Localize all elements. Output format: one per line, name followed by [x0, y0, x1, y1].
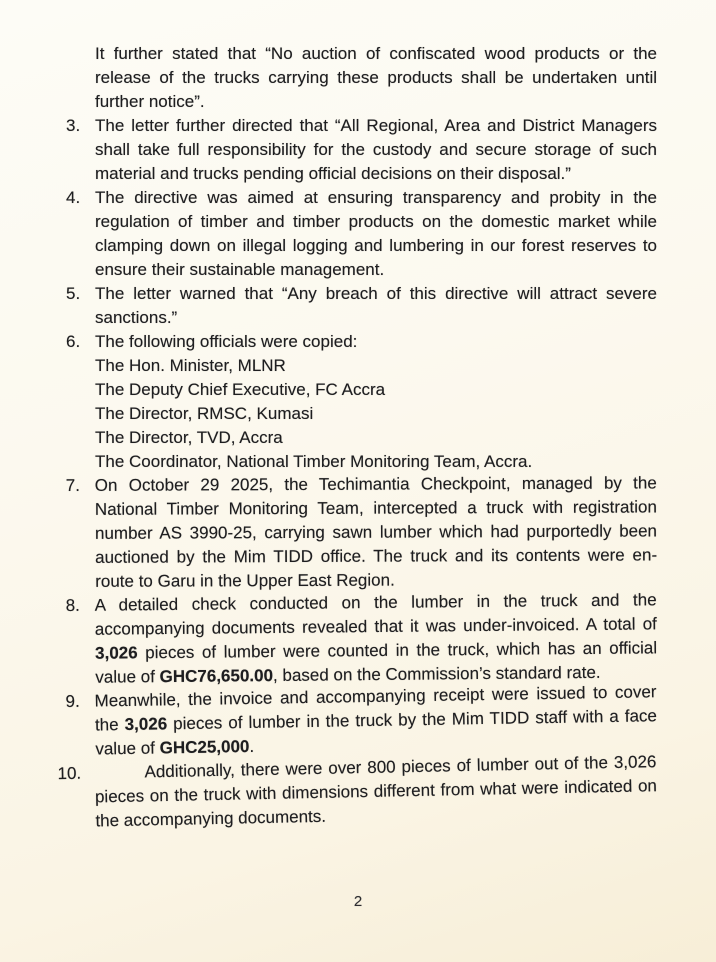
- bold-text: GHC76,650.00: [159, 666, 274, 687]
- list-item: [65, 680, 657, 762]
- text-segment: The letter further directed that “All Regional, Area and District Managers shall take full responsibility for the custody and secure storage of such material and trucks pending official decisions on their disposal.”: [95, 116, 657, 183]
- item-number: 8.: [65, 595, 80, 616]
- item-text: [94, 680, 657, 761]
- list-item: [66, 42, 657, 114]
- text-segment: , based on the Commission’s standard rate.: [272, 662, 601, 686]
- item-text: [95, 588, 658, 689]
- text-segment: The Coordinator, National Timber Monitoring Team, Accra.: [95, 452, 533, 471]
- item-text: [95, 282, 657, 330]
- list-item: [66, 471, 658, 594]
- list-item: [66, 186, 657, 282]
- text-segment: Meanwhile, the invoice and accompanying receipt were issued to cover the: [94, 682, 657, 735]
- item-number: 10.: [57, 763, 82, 784]
- item-text: [95, 114, 657, 186]
- item-number: 3.: [66, 116, 81, 135]
- item-text: [95, 471, 658, 593]
- document-items: [57, 42, 658, 834]
- item-text: [95, 330, 657, 474]
- text-segment: The Hon. Minister, MLNR: [95, 356, 286, 375]
- item-number: 5.: [66, 284, 81, 303]
- list-item: [66, 588, 658, 690]
- list-item: [66, 114, 657, 186]
- text-segment: The Director, TVD, Accra: [95, 428, 283, 447]
- list-item: [66, 330, 657, 474]
- item-text: [95, 186, 657, 282]
- bold-text: 3,026: [124, 714, 168, 735]
- text-segment: The letter warned that “Any breach of this directive will attract severe sanctions.”: [95, 284, 657, 327]
- text-segment: It further stated that “No auction of confiscated wood products or the release of the trucks carrying these products shall be undertaken until further notice”.: [95, 44, 657, 111]
- text-segment: .: [249, 736, 255, 756]
- item-number: 9.: [65, 691, 80, 712]
- page-number: 2: [353, 893, 363, 910]
- list-item: [66, 282, 657, 330]
- text-segment: The Deputy Chief Executive, FC Accra: [95, 380, 386, 399]
- item-text: [95, 42, 657, 114]
- text-segment: The following officials were copied:: [95, 332, 358, 351]
- text-segment: The Director, RMSC, Kumasi: [95, 404, 314, 423]
- bold-text: 3,026: [95, 643, 138, 663]
- item-text: [94, 750, 657, 833]
- text-segment: Additionally, there were over 800 pieces of lumber out of the 3,026 pieces on the truck with dimensions different from what were indicated on the accompanying documents.: [94, 752, 658, 831]
- item-number: 4.: [66, 188, 81, 207]
- text-segment: pieces of lumber in the truck by the Mim TIDD staff with a face value of: [95, 706, 658, 759]
- text-segment: The directive was aimed at ensuring transparency and probity in the regulation of timber and timber products on the domestic market while clamping down on illegal logging and lumbering in our forest reserves to ensure their sustainable management.: [95, 188, 657, 279]
- text-segment: A detailed check conducted on the lumber in the truck and the accompanying documents revealed that it was under-invoiced. A total of: [94, 590, 657, 639]
- list-item: [57, 750, 658, 834]
- item-number: 7.: [65, 475, 81, 496]
- bold-text: GHC25,000: [159, 736, 250, 758]
- text-segment: On October 29 2025, the Techimantia Checkpoint, managed by the National Timber Monitoring Team, intercepted a truck with registration number AS 3990-25, carrying sawn lumber which had purportedly been auctioned by the Mim TIDD office. The truck and its contents were en-route to Garu in the Upper East Region.: [94, 473, 658, 591]
- item-number: 6.: [66, 332, 81, 351]
- text-segment: pieces of lumber were counted in the truck, which has an official value of: [95, 638, 658, 687]
